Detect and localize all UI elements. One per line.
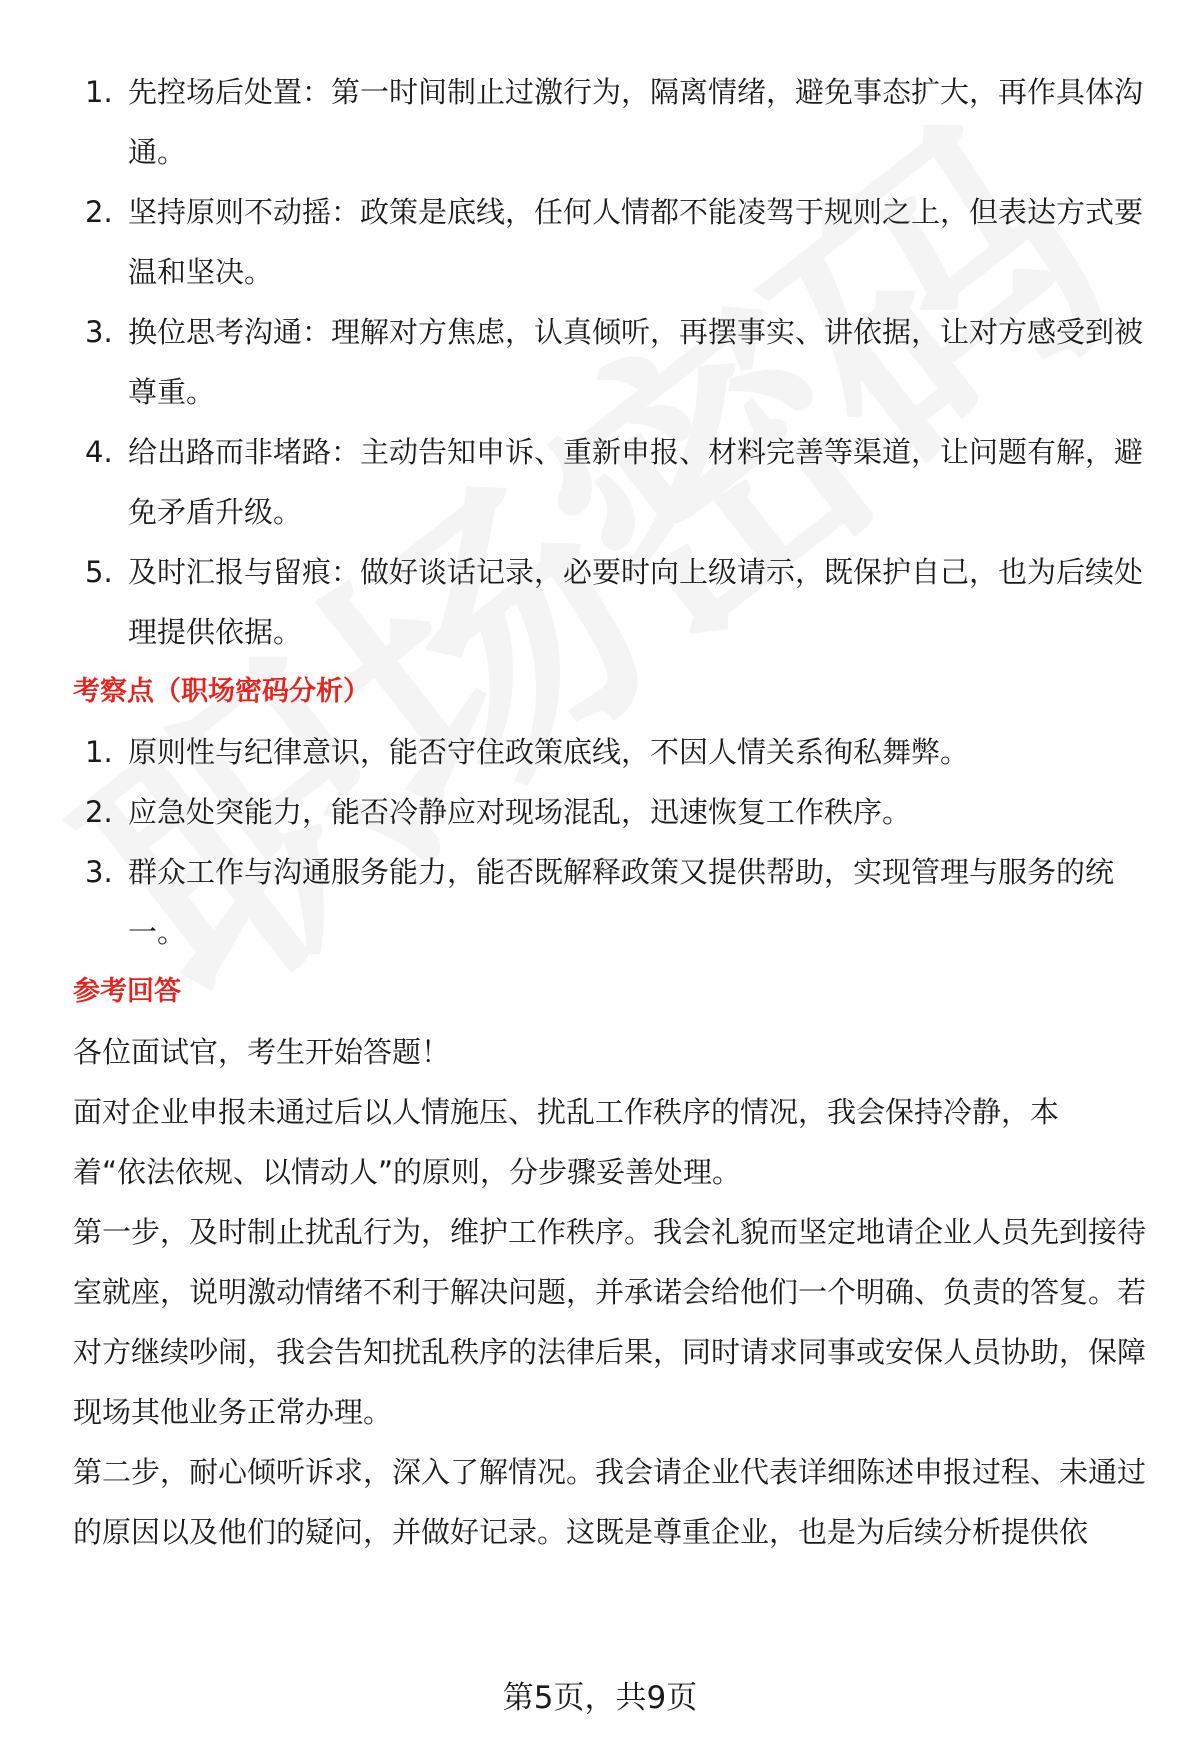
page-number-footer: 第5页，共9页	[502, 1680, 698, 1716]
section-heading-assessment: 考察点（职场密码分析）	[73, 676, 370, 707]
document-body	[73, 62, 1153, 1562]
list-item: 2. 应急处突能力，能否冷静应对现场混乱，迅速恢复工作秩序。	[85, 795, 912, 829]
measures-list	[73, 62, 1153, 662]
section-heading-reference-answer: 参考回答	[73, 976, 181, 1007]
answer-greeting: 各位面试官，考生开始答题！	[73, 1035, 451, 1069]
answer-step-2: 第二步，耐心倾听诉求，深入了解情况。我会请企业代表详细陈述申报过程、未通过的原因以及他们的疑问，并做好记录。这既是尊重企业，也是为后续分析提供依	[73, 1455, 1147, 1549]
list-item: 3. 群众工作与沟通服务能力，能否既解释政策又提供帮助，实现管理与服务的统一。	[85, 855, 1115, 949]
list-item: 1. 先控场后处置：第一时间制止过激行为，隔离情绪，避免事态扩大，再作具体沟通。	[85, 75, 1144, 169]
list-item: 2. 坚持原则不动摇：政策是底线，任何人情都不能凌驾于规则之上，但表达方式要温和坚决。	[85, 195, 1144, 289]
answer-step-1: 第一步，及时制止扰乱行为，维护工作秩序。我会礼貌而坚定地请企业人员先到接待室就座，说明激动情绪不利于解决问题，并承诺会给他们一个明确、负责的答复。若对方继续吵闹，我会告知扰乱秩序的法律后果，同时请求同事或安保人员协助，保障现场其他业务正常办理。	[73, 1215, 1147, 1429]
list-item: 4. 给出路而非堵路：主动告知申诉、重新申报、材料完善等渠道，让问题有解，避免矛盾升级。	[85, 435, 1144, 529]
assessment-list	[73, 722, 1153, 962]
answer-intro: 面对企业申报未通过后以人情施压、扰乱工作秩序的情况，我会保持冷静，本着“依法依规、以情动人”的原则，分步骤妥善处理。	[73, 1095, 1060, 1189]
list-item: 5. 及时汇报与留痕：做好谈话记录，必要时向上级请示，既保护自己，也为后续处理提供依据。	[85, 555, 1144, 649]
list-item: 1. 原则性与纪律意识，能否守住政策底线，不因人情关系徇私舞弊。	[85, 735, 970, 769]
list-item: 3. 换位思考沟通：理解对方焦虑，认真倾听，再摆事实、讲依据，让对方感受到被尊重。	[85, 315, 1144, 409]
